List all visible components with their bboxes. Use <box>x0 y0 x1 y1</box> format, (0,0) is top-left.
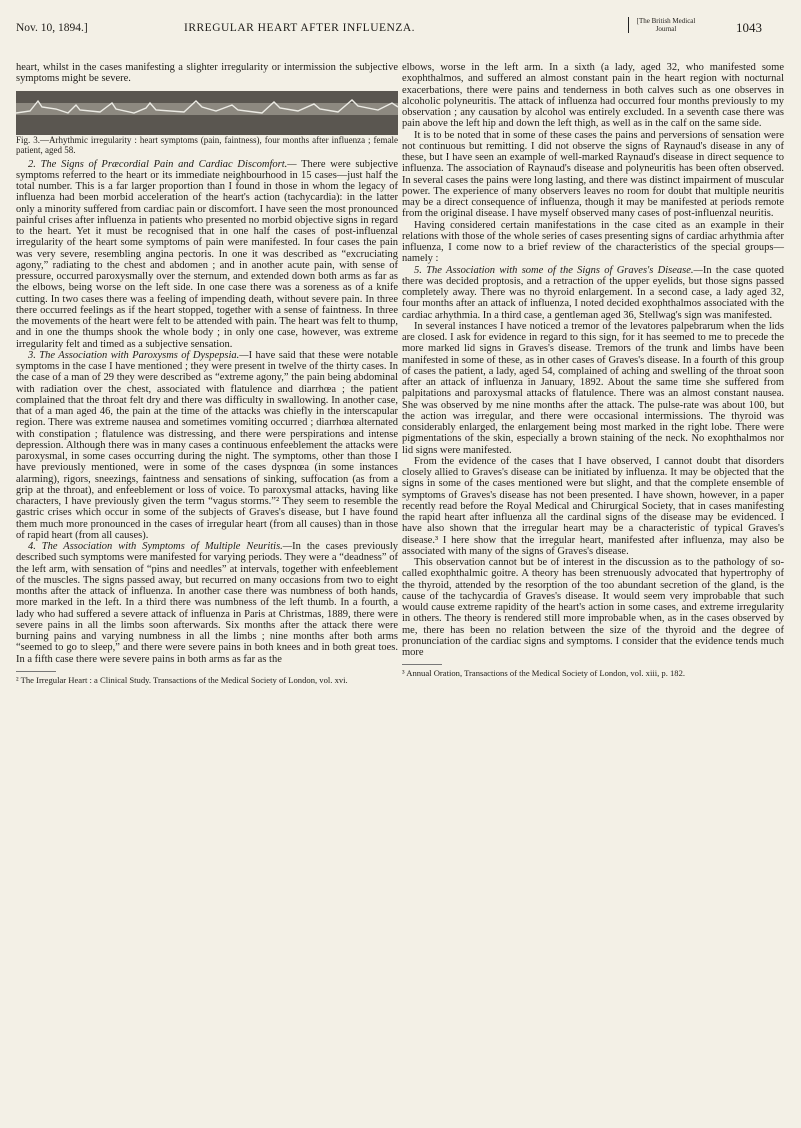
paragraph-evidence: From the evidence of the cases that I have observed, I cannot doubt that disorders closely allied to Graves's disease can be initiated by influenza. It may be objected that the signs in some of the cases mentioned were but slight, and that the complete ensemble of symptoms of Graves's disease has not been presented. I have shown, however, in a paper recently read before the Royal Medical and Chirurgical Society, that in cases manifesting the rapid heart after influenza all the cardinal signs of the disease may be evidenced. I have also shown that the irregular heart may be a characteristic of typical Graves's disease.³ I here show that the irregular heart, manifested after influenza, may also be associated with many of the signs of Graves's disease. <box>402 455 784 557</box>
section-2-text: There were subjective symptoms referred to the heart or its immediate neighbourhood in 15 cases—just half the total number. This is a far larger proportion than I found in those in whom the legacy of influenza had been morbid acceleration of the heart's action (tachycardia): in the latter only a minority suffered from cardiac pain or discomfort. I have seen the most pronounced painful crises after influenza in patients who presented no morbid objective signs in regard to the heart. Yet it must be recognised that in one half the cases of post-influenzal irregularity of the heart some symptoms of pain were manifested. In four cases the pain was very severe, resembling angina pectoris. In one it was described as “excruciating agony,” radiating to the chest and abdomen ; and in another acute pain, with sense of pressure, occurred paroxysmally over the sternum, and extended down both arms as far as the elbows, being worse on the left side. In one case there was a soreness as of a knife cutting. In two cases there was a feeling of impending death, without severe pain. In three there occurred feelings as if the heart stopped, together with a sense of faintness. In three the movements of the heart were felt to be attended with pain. The heart was felt to thump, and in one the thumps shook the whole body ; in only one case, however, was extreme irregularity felt and timed as a subjective sensation. <box>16 158 399 350</box>
section-4-heading: 4. The Association with Symptoms of Multiple Neuritis.— <box>28 541 293 552</box>
paragraph-review: Having considered certain manifestations in the case cited as an example in their relations with those of the whole series of cases presenting signs of cardiac arhythmia after influenza, I come now to a brief review of the characteristics of the special groups—namely : <box>402 219 784 265</box>
page-number: 1043 <box>736 20 762 35</box>
section-5-text: In the case quoted there was decided proptosis, and a retraction of the upper eyelids, but those signs passed completely away. There was no thyroid enlargement. In a second case, a lady aged 32, four months after an attack of influenza, I noted decided exophthalmos associated with the cardiac arhythmia. In a third case, a gentleman aged 36, Stellwag's sign was manifested. <box>402 264 784 321</box>
sphygmograph-tracing <box>16 91 398 135</box>
paragraph-continued: elbows, worse in the left arm. In a sixth (a lady, aged 32, who manifested some exophthalmos, and suffered an almost constant pain in the heart region with nocturnal exacerbations, there were pains and tenderness in both calves such as one observes in alcoholic polyneuritis. The attack of influenza had occurred four months previously to my observation ; any causation by alcohol was entirely excluded. In a seventh case there was pain above the left hip and down the left thigh, as well as in the calf on the same side. <box>402 62 784 130</box>
journal-name: [The British Medical Journal <box>628 17 700 33</box>
section-2 <box>16 159 398 350</box>
section-3-heading: 3. The Association with Paroxysms of Dyspepsia.— <box>28 349 249 361</box>
issue-date: Nov. 10, 1894.] <box>16 22 88 34</box>
figure-caption: Fig. 3.—Arhythmic irregularity : heart symptoms (pain, faintness), four months after influenza ; female patient, aged 58. <box>16 134 398 155</box>
section-2-heading: 2. The Signs of Præcordial Pain and Cardiac Discomfort.— <box>28 158 297 170</box>
left-column <box>16 62 398 685</box>
section-3-text: I have said that these were notable symptoms in the case I have mentioned ; they were present in twelve of the thirty cases. In the case of a man of 29 they were described as “extreme agony,” the pain being abdominal with radiation over the chest, associated with flatulence and diarrhœa ; the patient complained that the throat felt dry and there was difficulty in swallowing. In another case, that of a man aged 46, the pain at the time of the attacks was chiefly in the interscapular region. There was extreme nausea and sometimes vomiting occurred ; diarrhœa alternated with constipation ; flatulence was distressing, and there were perspirations and intense depression. Although there was in many cases a continuous enfeeblement the attacks were paroxysmal, in some cases occurring during the night. The symptoms, other than those I have previously mentioned, were in some of the cases dyspnœa (in some instances alarming), rigors, sneezings, faintness and sensations of sinking, suffocation (as from a grip at the throat), and enfeeblement or loss of voice. To paroxysmal attacks, having like characters, I have previously given the term “vagus storms.”² They seem to resemble the gastric crises which occur in some of the subjects of Graves's disease, but I have found them much more pronounced in the cases of irregular heart (from all causes) than in those of rapid heart (from all causes). <box>16 349 398 541</box>
intro-paragraph: heart, whilst in the cases manifesting a slighter irregularity or intermission the subjective symptoms might be severe. <box>16 62 398 85</box>
figure-3 <box>16 91 398 155</box>
paragraph-pathology: This observation cannot but be of interest in the discussion as to the pathology of so-called exophthalmic goitre. A theory has been strenuously advocated that hypertrophy of the thyroid, attended by the resorption of the too abundant secretion of the gland, is the cause of the tachycardia of Graves's disease. It would seem very improbable that such would cause extreme rapidity of the heart's action in some cases, and extreme irregularity in others. The theory is rendered still more improbable when, as in the cases observed by me, there has been no relation between the size of the thyroid and the degree of pronunciation of the cardiac signs and symptoms. I consider that the evidence tends much more <box>402 557 784 658</box>
running-title: IRREGULAR HEART AFTER INFLUENZA. <box>184 22 416 34</box>
page-header <box>16 14 786 50</box>
section-4 <box>16 541 398 665</box>
paragraph-raynaud: It is to be noted that in some of these cases the pains and perversions of sensation were not continuous but remitting. I did not observe the signs of Raynaud's disease in any of these, but I have seen an example of well-marked Raynaud's disease in direct sequence to influenza. The association of Raynaud's disease and polyneuritis has been often observed. In several cases the pains were long lasting, and there was distinct impairment of muscular power. The experience of many observers leaves no room for doubt that multiple neuritis may be a direct consequence of influenza, though it may be manifested at periods remote from the original disease. I have myself observed many cases of post-influenzal neuritis. <box>402 129 784 220</box>
section-4-text: In the cases previously described such symptoms were manifested for varying periods. They were a “deadness” of the left arm, with sensation of “pins and needles” at intervals, together with enfeeblement of the muscles. The signs passed away, but recurred on many occasions from two to eight months after the attack of influenza. In another case there was numbness of both hands, more marked in the left. In a third there was numbness of the left thumb. In a fourth, a lady who had suffered a severe attack of influenza in Paris at Christmas, 1889, there were severe pains in all the limbs soon afterwards. Six months after the attack there were burning pains and varying numbness in all the limbs ; nine months after both arms “seemed to go to sleep,” and there were severe pains in both knees and in both great toes. In a fifth case there were severe pains in both arms as far as the <box>16 541 398 665</box>
section-5 <box>402 265 784 321</box>
right-column <box>402 62 784 678</box>
footnote-divider <box>16 671 56 672</box>
paragraph-tremor: In several instances I have noticed a tremor of the levatores palpebrarum when the lids are closed. I ask for evidence in regard to this sign, for it has seemed to me to precede the more marked lid signs in Graves's disease. Tremors of the trunk and limbs have been manifested in some of these, as in other cases of Graves's disease. In a fourth of this group of cases the patient, a lady, aged 54, complained of aching and swelling of the throat soon after an attack of influenza in January, 1892. About the same time she suffered from palpitations and paroxysmal attacks of flatulence. There was an almost constant nausea. She was observed by me nine months after the attack. The pulse-rate was about 100, but the action was irregular, and there were occasional intermissions. The thyroid was considerably enlarged, the enlargement being most marked in the right lobe. There were pigmentations of the skin, especially a brown staining of the neck. No exophthalmos nor lid signs were manifested. <box>402 320 784 456</box>
section-3 <box>16 350 398 541</box>
footnote-2: ² The Irregular Heart : a Clinical Study. Transactions of the Medical Society of London, vol. xvi. <box>16 674 348 685</box>
footnote-3: ³ Annual Oration, Transactions of the Medical Society of London, vol. xiii, p. 182. <box>402 668 686 679</box>
footnote-divider <box>402 664 442 665</box>
section-5-heading: 5. The Association with some of the Signs of Graves's Disease.— <box>414 264 703 276</box>
